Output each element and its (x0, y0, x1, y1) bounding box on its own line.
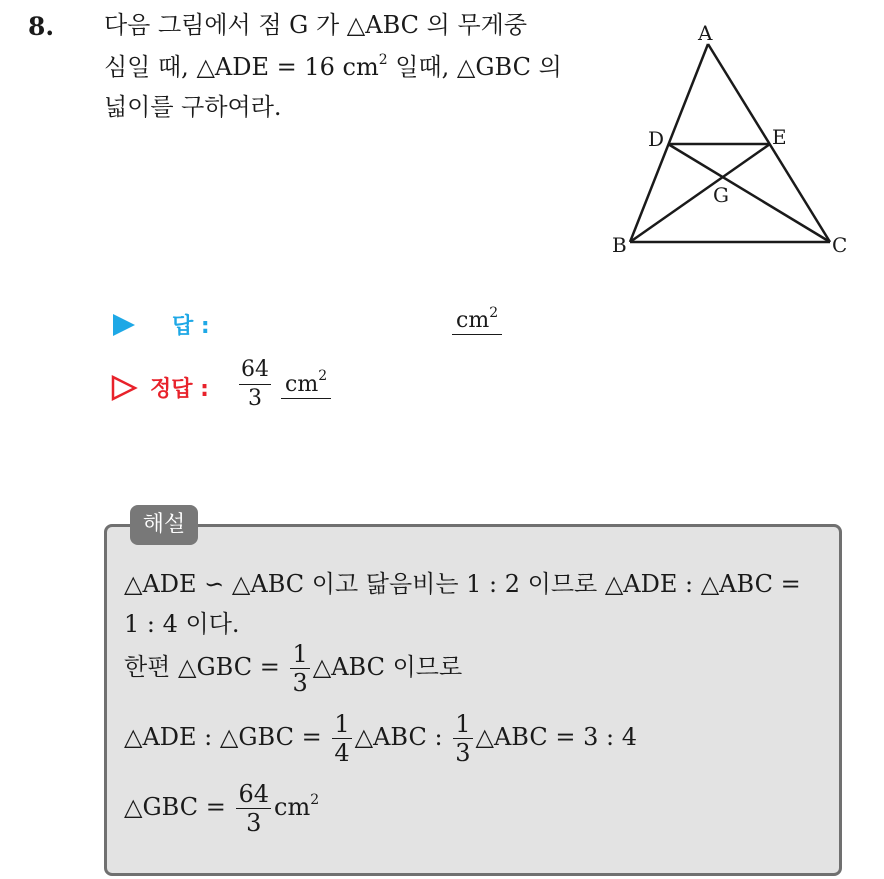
solution-line-4-mid: △ABC : (354, 723, 443, 751)
solution-line-4-fraction-1 (332, 710, 351, 767)
solution-line-4-post: △ABC = 3 : 4 (475, 723, 637, 751)
point-label-b: B (612, 233, 627, 257)
solution-line-5-fraction (236, 780, 271, 837)
point-label-a: A (698, 21, 713, 45)
solution-line-2: 1 : 4 이다. (124, 610, 240, 638)
solution-line-1: △ADE ∽ △ABC 이고 닮음비는 1 : 2 이므로 △ADE : △ABC = (124, 570, 801, 598)
correct-answer-value (236, 356, 331, 413)
solution-line-5-pre: △GBC = (124, 793, 226, 821)
correct-answer-unit (281, 368, 331, 399)
point-label-c: C (832, 233, 848, 257)
fraction-denominator: 3 (292, 669, 308, 697)
fraction-denominator: 4 (334, 739, 350, 767)
solution-line-5 (124, 780, 319, 837)
fraction-denominator: 3 (246, 809, 262, 837)
solution-line-4 (124, 710, 637, 767)
triangle-figure (600, 20, 860, 270)
solution-tag: 해설 (130, 505, 198, 545)
correct-answer-unit-base: cm (285, 371, 319, 397)
solution-line-4-fraction-2 (453, 710, 472, 767)
question-line-1: 다음 그림에서 점 G 가 △ABC 의 무게중 (104, 11, 528, 39)
answer-unit (452, 304, 502, 333)
solution-line-3-post: △ABC 이므로 (312, 653, 463, 681)
outline-play-icon (110, 374, 138, 402)
question-line-3: 넓이를 구하여라. (104, 93, 282, 121)
solution-line-5-unit: cm (274, 793, 311, 821)
fraction-denominator: 3 (455, 739, 471, 767)
question-number: 8. (28, 12, 55, 41)
answer-unit-base: cm (456, 308, 490, 333)
answer-unit-sup: 2 (489, 304, 499, 321)
correct-answer-label: 정답 : (150, 377, 209, 402)
correct-answer-numerator: 64 (239, 356, 271, 385)
correct-answer-unit-sup: 2 (318, 368, 328, 385)
fraction-numerator: 1 (455, 710, 471, 738)
answer-label: 답 : (172, 314, 210, 339)
question-line-2-tail: 일때, △GBC 의 (387, 53, 562, 81)
solution-line-4-pre: △ADE : △GBC = (124, 723, 322, 751)
solution-line-3 (124, 640, 462, 697)
play-icon (111, 312, 137, 338)
correct-answer-fraction (239, 356, 271, 413)
fraction-numerator: 64 (238, 780, 269, 808)
fraction-numerator: 1 (334, 710, 350, 738)
point-label-d: D (648, 127, 665, 151)
point-label-g: G (713, 183, 729, 207)
question-line-2-text: 심일 때, △ADE = 16 cm (104, 53, 379, 81)
fraction-numerator: 1 (292, 640, 308, 668)
point-label-e: E (772, 125, 787, 149)
solution-line-5-sup: 2 (310, 792, 320, 808)
solution-line-3-fraction (290, 640, 309, 697)
correct-answer-denominator: 3 (248, 386, 262, 411)
question-line-2 (104, 52, 562, 82)
question-superscript: 2 (378, 52, 388, 68)
answer-unit-text (452, 304, 502, 335)
solution-line-3-pre: 한편 △GBC = (124, 653, 280, 681)
